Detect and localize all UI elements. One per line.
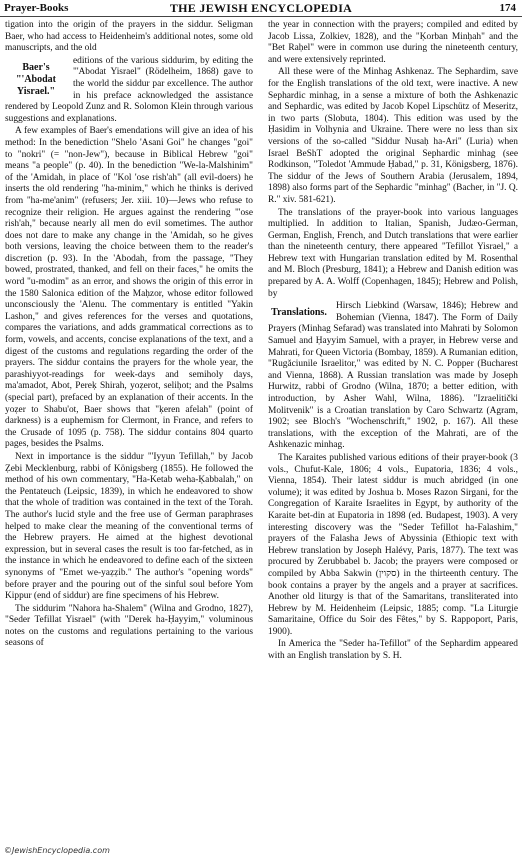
page-header (0, 0, 522, 17)
paragraph: A few examples of Baer's emendations will give an idea of his method: In the benediction "Shelo 'Asani Goi" he changes "goi" to "nokri" (= "non-Jew"), because in Biblical Hebrew "goi" means "a people" (p. 40). In the benediction "We-la-Malshinim" of the 'Amidah, in place of "Kol 'ose rish'ah" (all evil-doers) he inserts the old rendering "ha-minim," which he thinks is derived from "ha-me'anim" (refusers; Jer. xiii. 10)—Jews who refuse to recognize their religion. He argues against the rendering "'ose rish'ah," because nearly all men do evil sometimes. The author does not dare to make any change in the 'Amidah, so he gives both versions, leaving the choice between them to the reader's discretion (p. 93). In the 'Abodah, from the passage, "They bowed, prostrated, thanked, and fell on their faces," he omits the word "u-modim" as an error, and shows the origin of this error in the 1580 Salonica edition of the Maḥzor, whose editor followed unconsciously the 'Alenu. The commentary is entitled "Yakin Lashon," and gives references for the verses and quotations, compares the variations, and adds grammatical corrections as to form, vowels, and accents, concise explanations of the text, and a digest of the customs and regulations regarding the order of the prayers. The siddur contains the prayers for the whole year, the parashiyyot-readings for week-days and semiholy days, ma'amadot, Abot, Pereḳ Shirah, yoẓerot, seliḥot; and the Psalms (special part), prefaced by an explanation of their accents. In the yoẓer to Shabu'ot, Baer shows that "ḳeren afelah" (point of darkness) is a euphemism for Clermont, in France, and refers to the Crusade of 1095 (p. 758). The siddur contains 804 quarto pages, besides the Psalms. (5, 126, 253, 450)
running-title: Prayer-Books (4, 2, 69, 14)
paragraph: tigation into the origin of the prayers in the siddur. Seligman Baer, who had access to Heidenheim's additional notes, some old manuscripts, and the old (5, 20, 253, 54)
page-number: 174 (499, 2, 516, 14)
paragraph: The siddurim "Nahora ha-Shalem" (Wilna and Grodno, 1827), "Seder Tefillat Yisrael" (with "Derek ha-Ḥayyim," voluminous notes on the customs and regulations pertaining to the various seasons of (5, 603, 253, 649)
paragraph: In America the "Seder ha-Tefillot" of the Sephardim appeared with an English translation by S. H. (268, 639, 518, 662)
paragraph: The Karaites published various editions of their prayer-book (3 vols., Chufut-Kale, 1806; 4 vols., Eupatoria, 1836; 4 vols., Vienna, 1854). Their latest siddur is much abridged (in one volume); it was edited by Joshua b. Moses Razon Sirgani, for the Congregation of Karaite Israelites in Egypt, by authority of the Karaite bet-din at Eupatoria in 1898 (ed. Budapest, 1903). A very interesting discovery was the "Seder Tefillot ha-Falashim," prayers of the Falasha Jews of Abyssinia (Ethiopic text with Hebrew translation by Joseph Halévy, Paris, 1877). The text was procured by Zerubbabel b. Jacob; the prayers were composed or compiled by Abba Sakwin (סקוין) in the thirteenth century. The book contains a prayer by the angels and a prayer at sacrifices. Another old liturgy is that of the Samaritans, transliterated into Hebrew by M. Heidenheim (Leipsic, 1885; comp. "La Liturgie Samaritaine, Office du Soir des Fêtes," by S. Rappoport, Paris, 1900). (268, 452, 518, 637)
paragraph: The translations of the prayer-book into various languages multiplied. In addition to Italian, Spanish, Judæo-German, German, English, French, and Dutch translations that were earlier than the nineteenth century, there appeared "Tefillot Yisrael," a Hebrew text with Hungarian translation edited by M. Rosenthal and M. Bloch (Presburg, 1841); a Hebrew and Danish edition was prepared by A. A. Wolff (Copenhagen, 1845); Hebrew and Polish, by (268, 207, 518, 299)
paragraph: editions of the various siddurim, by editing the "'Abodat Yisrael" (Rödelheim, 1868) gave to the world the siddur par excellence. The author in his preface acknowledged the assistance rendered by Leopold Zunz and R. Solomon Klein through various suggestions and explanations. (5, 55, 253, 124)
paragraph: the year in connection with the prayers; compiled and edited by Jacob Lissa, Zolkiev, 1828), and the "Ḳorban Minḥah" and the "Bet Raḥel" were in common use during the nineteenth century, and were extensively reprinted. (268, 20, 518, 65)
paragraph: Hirsch Liebkind (Warsaw, 1846); Hebrew and Bohemian (Vienna, 1847). The Form of Daily Prayers (Minhag Sefarad) was translated into Mahrati by Solomon Samuel and Ḥayyim Samuel, with a prayer, in Hebrew verse and Mahrati, for Queen Victoria (Bombay, 1859). A Rumanian edition, "Rugăciunile Israelitor," was edited by N. C. Popper (Bucharest and Vienna, 1868). A Russian translation was made by Joseph Hurwitz, rabbi of Grodno (Wilna, 1870; a better edition, with introduction, by Asher Wahl, Wilna, 1886). "Izraelitički Molitvenik" is a Croatian translation by Caro Schwartz (Agram, 1902; see Bloch's "Wochenschrift," 1902, p. 167). All these translations, with the exception of the Mahrati, are of the Ashkenazic minhag. (268, 301, 518, 451)
right-column (268, 20, 518, 846)
margin-heading-translations: Translations. (271, 307, 327, 319)
left-column (5, 20, 253, 846)
watermark: ©JewishEncyclopedia.com (4, 846, 110, 855)
encyclopedia-title: THE JEWISH ENCYCLOPEDIA (169, 1, 353, 15)
paragraph: All these were of the Minhag Ashkenaz. The Sephardim, save for the English translations of the old text, were inactive. A new Sephardic minhag, in a sense a mixture of both the Ashkenazic and Sephardic, was edited by Jacob Kopel Lipschütz of Meseritz, in two parts (Slobuta, 1804). This edition was used by the Ḥasidim in Volhynia and Ukraine. There were no less than six versions of the so-called "Siddur Nusaḥ ha-Ari" (Luria) when Israel BeShT adopted the original Sephardic minhag (see Rodkinson, "Toledot 'Ammude Ḥabad," p. 31, Königsberg, 1876). The siddur of the Jews of Southern Arabia (Jerusalem, 1894, 1898) also forms part of the Sephardic "minhag" (Bacher, in "J. Q. R." xiv. 581-621). (268, 67, 518, 205)
paragraph: Next in importance is the siddur "'Iyyun Tefillah," by Jacob Ẓebi Mecklenburg, rabbi of Königsberg (1855). He followed the method of his own commentary, "Ha-Ketab weha-Ḳabbalah," on the Pentateuch (Leipsic, 1839), in which he endeavored to show that the whole of tradition was contained in the text of the Torah. The author's lucid style and the free use of German paraphrases helped to make clear the meaning of the conventional terms of the Hebrew prayers. He aimed at the highest devotional expression, but in several cases the result is too far-fetched, as in the instance in which he endeavored to define each of the sixteen synonyms of "Emet we-yaẓẓib." The author's "opening words" before prayer and the pouring out of the sinful soul before Yom Kippur (end of siddur) are fine specimens of his Hebrew. (5, 451, 253, 602)
margin-heading-baer: Baer's "'Abodat Yisrael." (15, 61, 56, 97)
